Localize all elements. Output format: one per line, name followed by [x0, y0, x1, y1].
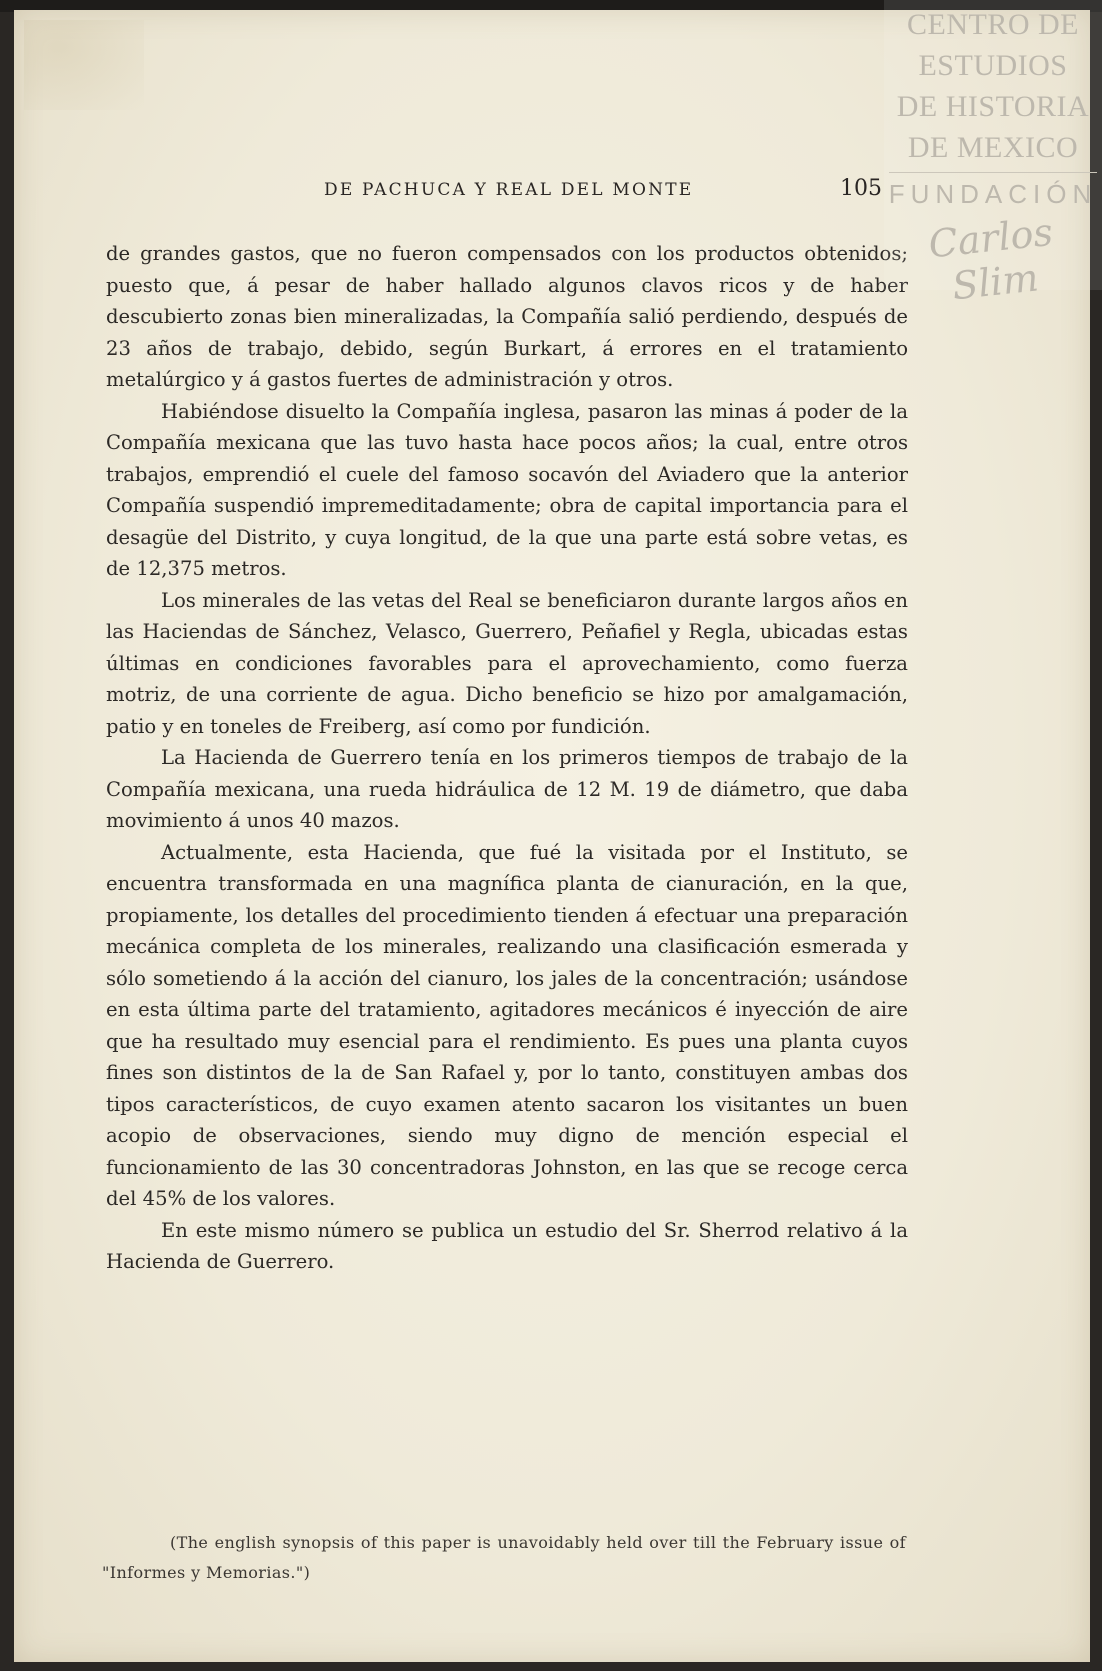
watermark-line: DE HISTORIA — [896, 90, 1090, 123]
paragraph: Habiéndose disuelto la Compañía inglesa, pasaron las minas á poder de la Compañía mexicana que las tuvo hasta hace pocos años; la cual, entre otros trabajos, emprendió el cuele del famoso socavón del Aviadero que la anterior Compañía suspendió impremeditadamente; obra de capital importancia para el desagüe del Distrito, y cuya longitud, de la que una parte está sobre vetas, es de 12,375 metros. — [106, 399, 908, 580]
watermark-line: ESTUDIOS — [918, 49, 1068, 82]
paragraph: Los minerales de las vetas del Real se beneficiaron durante largos años en las Haciendas de Sánchez, Velasco, Guerrero, Peñafiel y Regla, ubicadas estas últimas en condiciones favorables para el aprovechamiento, como fuerza motriz, de una corriente de agua. Dicho beneficio se hizo por amalgamación, patio y en toneles de Freiberg, así como por fundición. — [106, 588, 908, 738]
page-number: 105 — [840, 176, 882, 201]
paper-stain — [24, 20, 144, 110]
watermark-institution — [884, 4, 1102, 168]
body-text — [106, 238, 908, 1278]
paragraph: La Hacienda de Guerrero tenía en los primeros tiempos de trabajo de la Compañía mexicana, una rueda hidráulica de 12 M. 19 de diámetro, que daba movimiento á unos 40 mazos. — [106, 746, 908, 832]
paragraph: de grandes gastos, que no fueron compensados con los productos obtenidos; puesto que, á pesar de haber hallado algunos clavos ricos y de haber descubierto zonas bien mineralizadas, la Compañía salió perdiendo, después de 23 años de trabajo, debido, según Burkart, á errores en el tratamiento metalúrgico y á gastos fuertes de administración y otros. — [106, 242, 908, 391]
watermark-line: CENTRO DE — [907, 8, 1079, 41]
watermark-foundation: FUNDACIÓN — [888, 179, 1098, 209]
watermark-line: DE MEXICO — [907, 131, 1079, 164]
footnote: (The english synopsis of this paper is unavoidably held over till the February issue of "Informes y Memorias.") — [102, 1533, 906, 1582]
paragraph: En este mismo número se publica un estudio del Sr. Sherrod relativo á la Hacienda de Guerrero. — [106, 1218, 908, 1273]
running-head: DE PACHUCA Y REAL DEL MONTE — [324, 180, 694, 200]
paragraph: Actualmente, esta Hacienda, que fué la visitada por el Instituto, se encuentra transformada en una magnífica planta de cianuración, en la que, propiamente, los detalles del procedimiento tienden á efectuar una preparación mecánica completa de los minerales, realizando una clasificación esmerada y sólo sometiendo á la acción del cianuro, los jales de la concentración; usándose en esta última parte del tratamiento, agitadores mecánicos é inyección de aire que ha resultado muy esencial para el rendimiento. Es pues una planta cuyos fines son distintos de la de San Rafael y, por lo tanto, constituyen ambas dos tipos característicos, de cuyo examen atento sacaron los visitantes un buen acopio de observaciones, siendo muy digno de mención especial el funcionamiento de las 30 concentradoras Johnston, en las que se recoge cerca del 45% de los valores. — [106, 840, 908, 1210]
watermark-divider — [889, 172, 1097, 173]
watermark-signature: Carlos Slim — [926, 209, 1055, 309]
watermark-logo — [884, 0, 1102, 309]
